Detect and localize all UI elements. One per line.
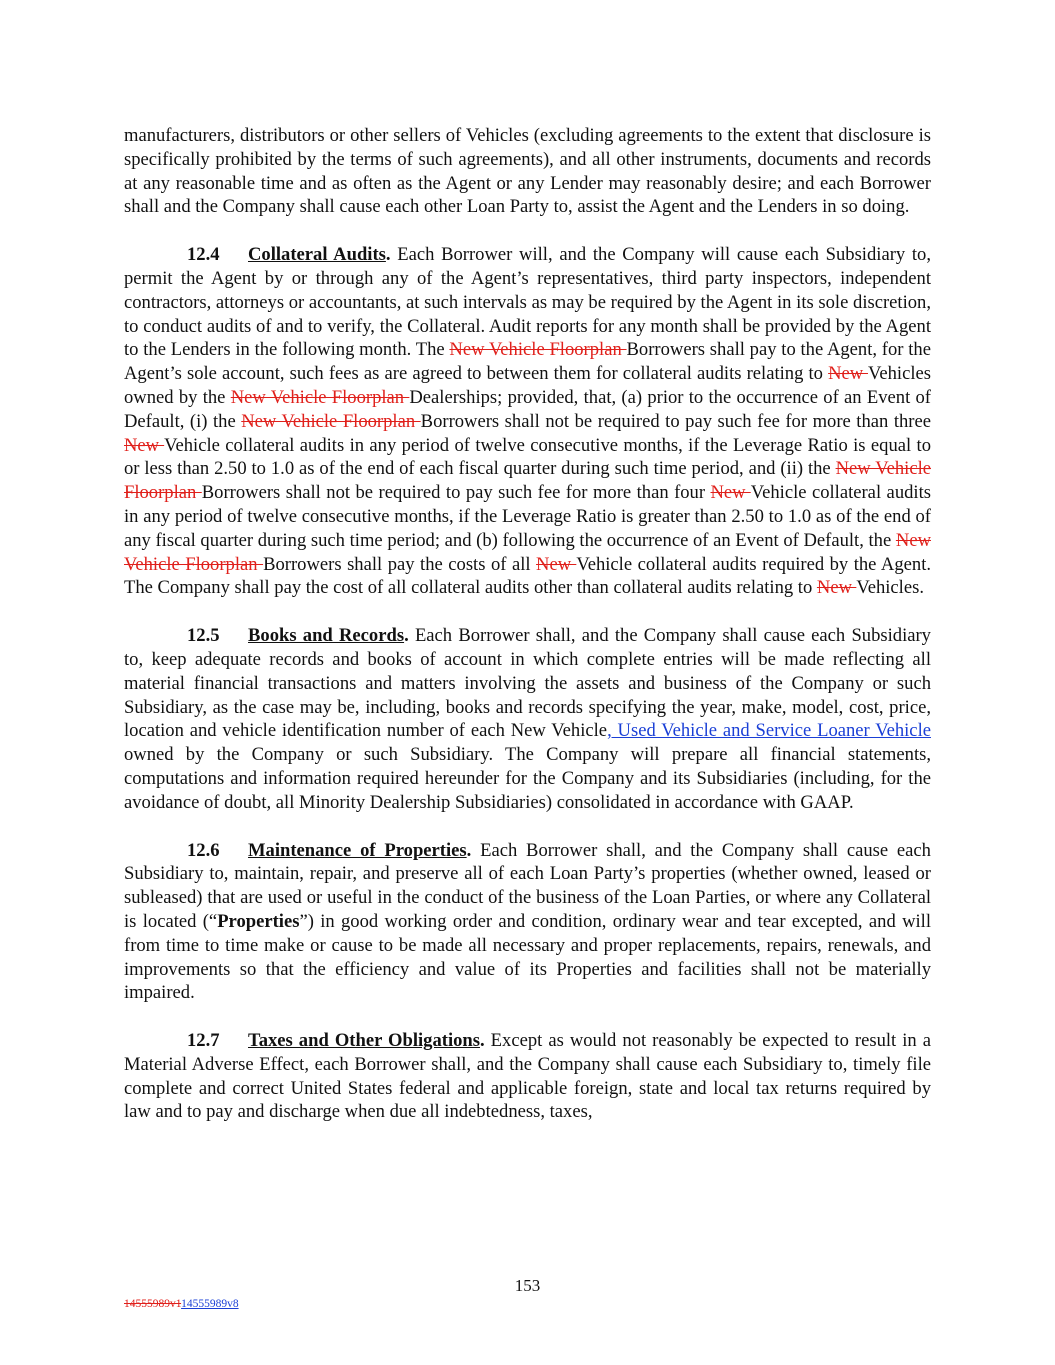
section-12-7: 12.7 Taxes and Other Obligations. Except as would not reasonably be expected to result in a Material Adverse Effect, each Borrower shall, and the Company shall cause each Subsidiary to, timely file complete and correct United States federal and applicable foreign, state and local tax returns required by law and to pay and discharge when due all indebtedness, taxes, [124,1030,931,1123]
section-number: 12.6 [187,839,220,861]
deleted-text: New Vehicle Floorplan [124,458,931,504]
page-number: 153 [514,1276,541,1295]
document-id [124,1298,239,1310]
inserted-text: , Used Vehicle and Service Loaner Vehicle [607,720,931,742]
section-title: Maintenance of Properties [248,839,467,861]
section-12-4: 12.4 Collateral Audits. Each Borrower will, and the Company will cause each Subsidiary to, permit the Agent by or through any of the Agent’s representatives, third party inspectors, independent contractors, attorneys or accountants, at such intervals as may be required by the Agent in its sole discretion, to conduct audits of and to verify, the Collateral. Audit reports for any month shall be provided by the Agent to the Lenders in the following month. The New Vehicle Floorplan Borrowers shall pay to the Agent, for the Agent’s sole account, such fees as are agreed to between them for collateral audits relating to New Vehicles owned by the New Vehicle Floorplan Dealerships; provided, that, (a) prior to the occurrence of an Event of Default, (i) the New Vehicle Floorplan Borrowers shall not be required to pay such fee for more than three New Vehicle collateral audits in any period of twelve consecutive months, if the Leverage Ratio is equal to or less than 2.50 to 1.0 as of the end of each fiscal quarter during such time period, and (ii) the New Vehicle Floorplan Borrowers shall not be required to pay such fee for more than four New Vehicle collateral audits in any period of twelve consecutive months, if the Leverage Ratio is greater than 2.50 to 1.0 as of the end of any fiscal quarter during such time period; and (b) following the occurrence of an Event of Default, the New Vehicle Floorplan Borrowers shall pay the costs of all New Vehicle collateral audits required by the Agent. The Company shall pay the cost of all collateral audits other than collateral audits relating to New Vehicles. [124,244,932,599]
section-number: 12.5 [187,625,220,647]
deleted-text: New Vehicle Floorplan [230,386,410,408]
deleted-doc-id: 14555989v1 [124,1298,182,1310]
section-title: Collateral Audits [248,244,386,266]
deleted-text: New [710,482,751,504]
deleted-text: New [816,577,857,599]
section-title: Taxes and Other Obligations [248,1030,480,1052]
section-title: Books and Records [248,625,405,647]
section-12-6: 12.6 Maintenance of Properties. Each Borrower shall, and the Company shall cause each Subsidiary to, maintain, repair, and preserve all of each Loan Party’s properties (whether owned, leased or subleased) that are used or useful in the conduct of the business of the Loan Parties, or where any Collateral is located (“Properties”) in good working order and condition, ordinary wear and tear excepted, and will from time to time make or cause to be made all necessary and proper replacements, repairs, renewals, and improvements so that the efficiency and value of its Properties and facilities shall not be materially impaired. [124,839,931,1004]
inserted-doc-id: 14555989v8 [181,1298,239,1310]
defined-term: Properties [217,910,300,932]
deleted-text: New [536,553,577,575]
deleted-text: New Vehicle Floorplan [241,410,421,432]
paragraph-continuation: manufacturers, distributors or other sellers of Vehicles (excluding agreements to the extent that disclosure is specifically prohibited by the terms of such agreements), and all other instruments, documents and records at any reasonable time and as often as the Agent or any Lender may reasonably desire; and each Borrower shall and the Company shall cause each other Loan Party to, assist the Agent and the Lenders in so doing. [124,125,931,218]
deleted-text: New Vehicle Floorplan [124,529,931,575]
section-number: 12.7 [187,1030,220,1052]
deleted-text: New [828,363,868,385]
deleted-text: New Vehicle Floorplan [449,339,627,361]
section-number: 12.4 [187,244,220,266]
deleted-text: New [124,434,165,456]
section-12-5: 12.5 Books and Records. Each Borrower shall, and the Company shall cause each Subsidiary to, keep adequate records and books of account in which complete entries will be made reflecting all material financial transactions and matters involving the assets and business of the Company or such Subsidiary, as the case may be, including, books and records specifying the year, make, model, cost, price, location and vehicle identification number of each New Vehicle, Used Vehicle and Service Loaner Vehicle owned by the Company or such Subsidiary. The Company will prepare all financial statements, computations and information required hereunder for the Company and its Subsidiaries (including, for the avoidance of doubt, all Minority Dealership Subsidiaries) consolidated in accordance with GAAP. [124,625,931,813]
document-body [124,124,931,1148]
